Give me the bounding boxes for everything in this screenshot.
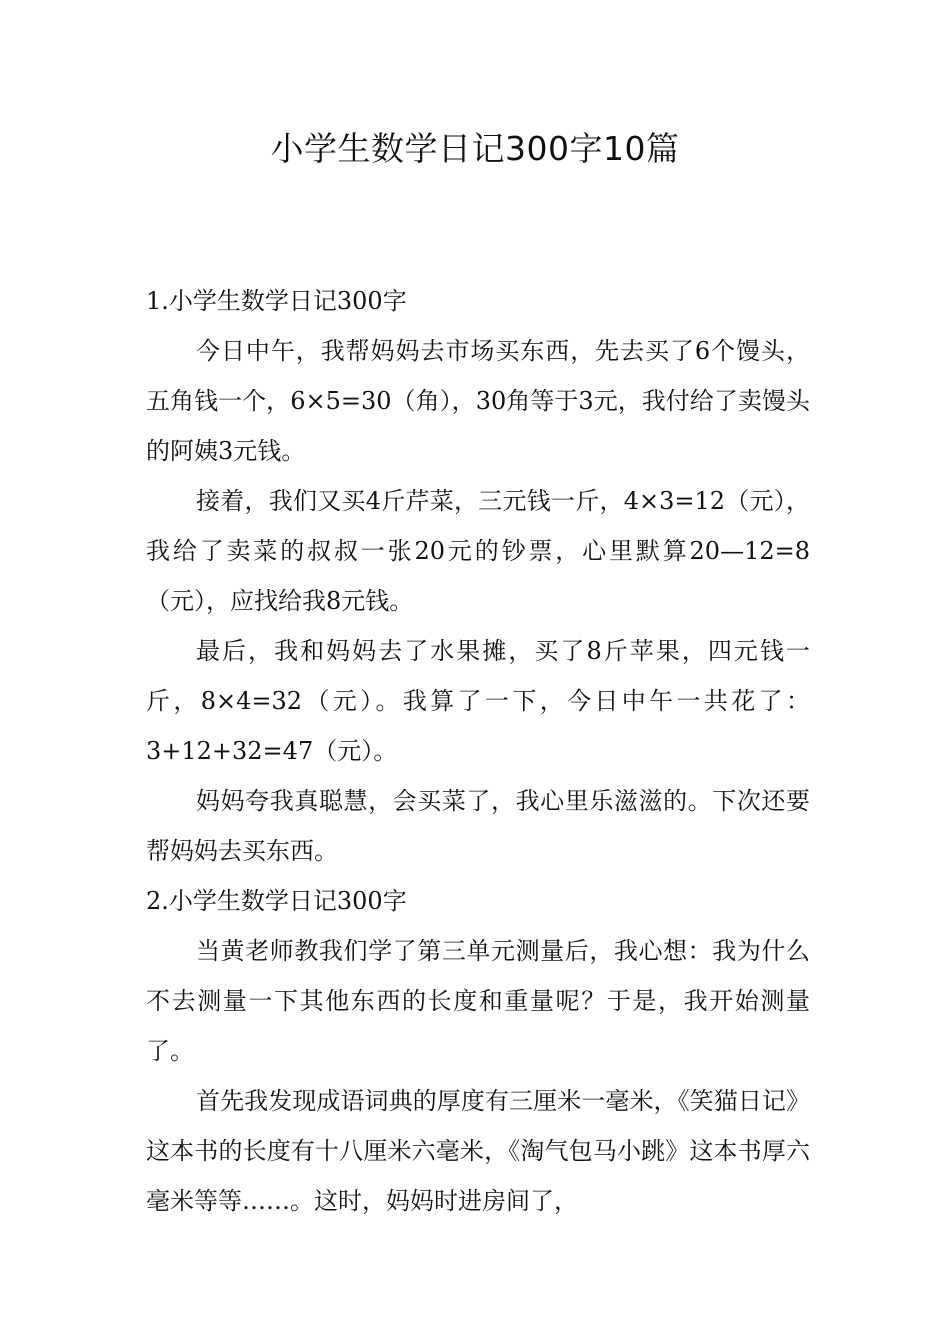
paragraph: 接着，我们又买4斤芹菜，三元钱一斤，4×3=12（元），我给了卖菜的叔叔一张20元的钞票，心里默算20—12=8（元），应找给我8元钱。	[146, 487, 810, 615]
section-heading: 2.小学生数学日记300字	[146, 887, 407, 915]
section-heading: 1.小学生数学日记300字	[146, 287, 407, 315]
paragraph: 最后，我和妈妈去了水果摊，买了8斤苹果，四元钱一斤，8×4=32（元）。我算了一下，今日中午一共花了：3+12+32=47（元）。	[146, 637, 810, 765]
paragraph: 首先我发现成语词典的厚度有三厘米一毫米，《笑猫日记》这本书的长度有十八厘米六毫米，《淘气包马小跳》这本书厚六毫米等等……。这时，妈妈时进房间了，	[146, 1087, 810, 1215]
diary-section-1	[146, 276, 810, 876]
diary-section-2	[146, 876, 810, 1226]
document-body	[146, 276, 810, 1226]
document-title: 小学生数学日记300字10篇	[270, 129, 680, 168]
paragraph: 当黄老师教我们学了第三单元测量后，我心想：我为什么不去测量一下其他东西的长度和重量呢？于是，我开始测量了。	[146, 937, 810, 1065]
paragraph: 今日中午，我帮妈妈去市场买东西，先去买了6个馒头，五角钱一个，6×5=30（角），30角等于3元，我付给了卖馒头的阿姨3元钱。	[146, 337, 810, 465]
paragraph: 妈妈夸我真聪慧，会买菜了，我心里乐滋滋的。下次还要帮妈妈去买东西。	[146, 787, 810, 865]
